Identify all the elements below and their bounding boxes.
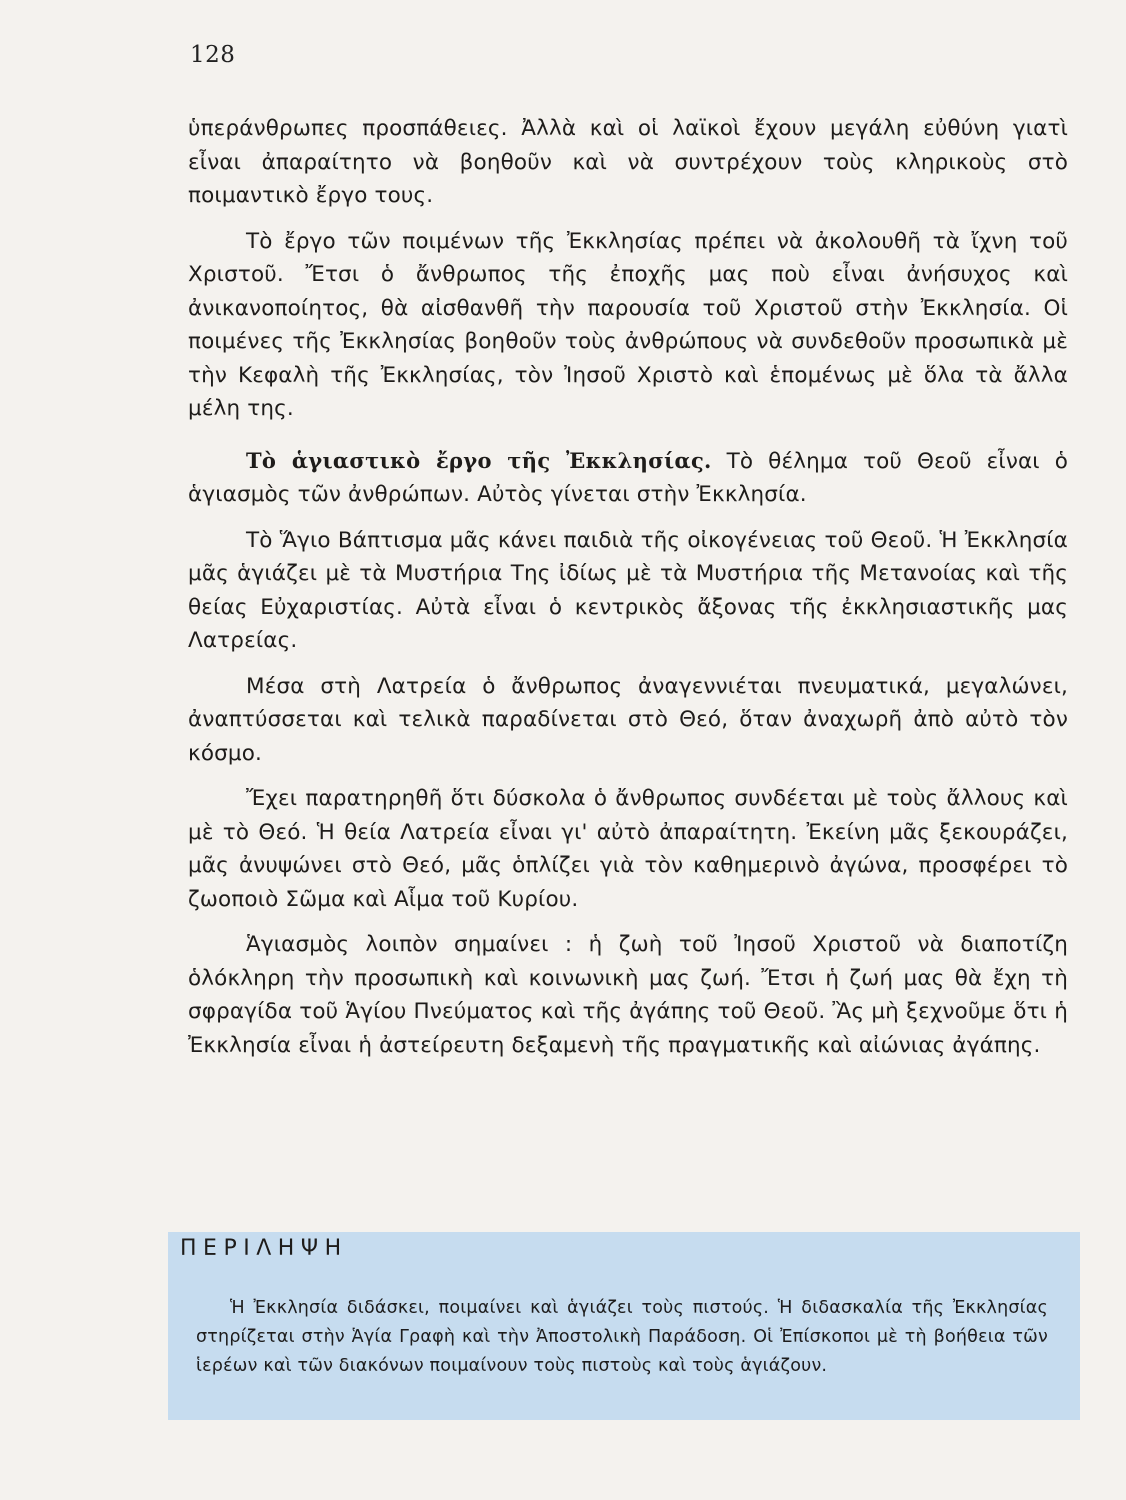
paragraph-5: Μέσα στὴ Λατρεία ὁ ἄνθρωπος ἀναγεννιέται πνευματικά, μεγαλώνει, ἀναπτύσσεται καὶ τελικὰ παραδίνεται στὸ Θεό, ὅταν ἀναχωρῆ ἀπὸ αὐτὸ τὸν κόσμο. — [188, 673, 1068, 766]
summary-title: ΠΕΡΙΛΗΨΗ — [180, 1236, 348, 1261]
section-heading: Τὸ ἁγιαστικὸ ἔργο τῆς Ἐκκλησίας. — [246, 447, 712, 473]
page-number: 128 — [190, 42, 236, 68]
paragraph-1: ὑπεράνθρωπες προσπάθειες. Ἀλλὰ καὶ οἱ λαϊκοὶ ἔχουν μεγάλη εὐθύνη γιατὶ εἶναι ἀπαραίτητο νὰ βοηθοῦν καὶ νὰ συντρέχουν τοὺς κληρικοὺς στὸ ποιμαντικὸ ἔργο τους. — [188, 116, 1068, 208]
summary-text: Ἡ Ἐκκλησία διδάσκει, ποιμαίνει καὶ ἁγιάζει τοὺς πιστούς. Ἡ διδασκαλία τῆς Ἐκκλησίας στηρίζεται στὴν Ἁγία Γραφὴ καὶ τὴν Ἀποστολικὴ Παράδοση. Οἱ Ἐπίσκοποι μὲ τὴ βοήθεια τῶν ἱερέων καὶ τῶν διακόνων ποιμαίνουν τοὺς πιστοὺς καὶ τοὺς ἁγιάζουν. — [196, 1298, 1048, 1376]
paragraph-4: Τὸ Ἅγιο Βάπτισμα μᾶς κάνει παιδιὰ τῆς οἰκογένειας τοῦ Θεοῦ. Ἡ Ἐκκλησία μᾶς ἁγιάζει μὲ τὰ Μυστήρια Της ἰδίως μὲ τὰ Μυστήρια τῆς Μετανοίας καὶ τῆς θείας Εὐχαριστίας. Αὐτὰ εἶναι ὁ κεντρικὸς ἄξονας τῆς ἐκκλησιαστικῆς μας Λατρείας. — [188, 527, 1068, 653]
paragraph-2: Τὸ ἔργο τῶν ποιμένων τῆς Ἐκκλησίας πρέπει νὰ ἀκολουθῆ τὰ ἴχνη τοῦ Χριστοῦ. Ἔτσι ὁ ἄνθρωπος τῆς ἐποχῆς μας ποὺ εἶναι ἀνήσυχος καὶ ἀνικανοποίητος, θὰ αἰσθανθῆ τὴν παρουσία τοῦ Χριστοῦ στὴν Ἐκκλησία. Οἱ ποιμένες τῆς Ἐκκλησίας βοηθοῦν τοὺς ἀνθρώπους νὰ συνδεθοῦν προσωπικὰ μὲ τὴν Κεφαλὴ τῆς Ἐκκλησίας, τὸν Ἰησοῦ Χριστὸ καὶ ἑπομένως μὲ ὅλα τὰ ἄλλα μέλη της. — [188, 228, 1068, 421]
section-text: Τὸ θέλημα τοῦ Θεοῦ εἶναι ὁ ἁγιασμὸς τῶν ἀνθρώπων. Αὐτὸς γίνεται στὴν Ἐκκλησία. — [188, 448, 1068, 507]
paragraph-3 — [188, 444, 1068, 512]
body-text — [188, 112, 1068, 1074]
paragraph-7: Ἁγιασμὸς λοιπὸν σημαίνει : ἡ ζωὴ τοῦ Ἰησοῦ Χριστοῦ νὰ διαποτίζη ὁλόκληρη τὴν προσωπικὴ καὶ κοινωνικὴ μας ζωή. Ἔτσι ἡ ζωή μας θὰ ἔχη τὴ σφραγίδα τοῦ Ἁγίου Πνεύματος καὶ τῆς ἀγάπης τοῦ Θεοῦ. Ἂς μὴ ξεχνοῦμε ὅτι ἡ Ἐκκλησία εἶναι ἡ ἀστείρευτη δεξαμενὴ τῆς πραγματικῆς καὶ αἰώνιας ἀγάπης. — [188, 932, 1068, 1058]
paragraph-6: Ἔχει παρατηρηθῆ ὅτι δύσκολα ὁ ἄνθρωπος συνδέεται μὲ τοὺς ἄλλους καὶ μὲ τὸ Θεό. Ἡ θεία Λατρεία εἶναι γι' αὐτὸ ἀπαραίτητη. Ἐκείνη μᾶς ξεκουράζει, μᾶς ἀνυψώνει στὸ Θεό, μᾶς ὁπλίζει γιὰ τὸν καθημερινὸ ἀγώνα, προσφέρει τὸ ζωοποιὸ Σῶμα καὶ Αἷμα τοῦ Κυρίου. — [188, 786, 1068, 912]
